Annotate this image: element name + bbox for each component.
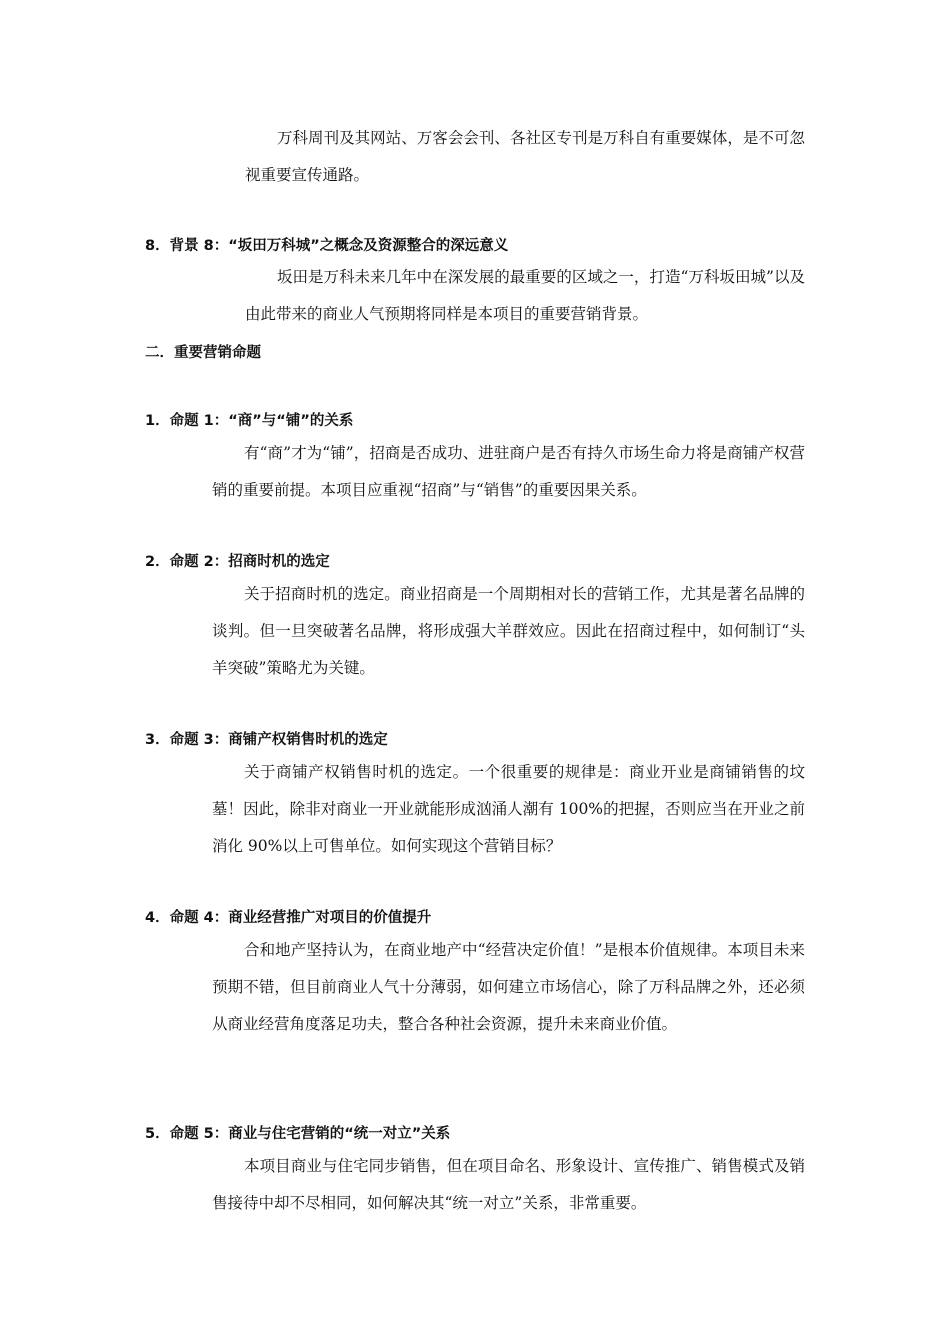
proposition-5-body: 本项目商业与住宅同步销售，但在项目命名、形象设计、宣传推广、销售模式及销售接待中却不尽相同，如何解决其“统一对立”关系，非常重要。 bbox=[212, 1157, 805, 1212]
proposition-3-body: 关于商铺产权销售时机的选定。一个很重要的规律是：商业开业是商铺销售的坟墓！因此，除非对商业一开业就能形成汹涌人潮有 100%的把握，否则应当在开业之前消化 90%以上可售单位。如何实现这个营销目标？ bbox=[212, 763, 805, 855]
intro-paragraph: 万科周刊及其网站、万客会会刊、各社区专刊是万科自有重要媒体，是不可忽视重要宣传通路。 bbox=[245, 129, 805, 184]
section-2-heading: 二．重要营销命题 bbox=[145, 345, 261, 361]
proposition-3-heading: 3．命题 3：商铺产权销售时机的选定 bbox=[145, 732, 388, 748]
proposition-5-heading: 5．命题 5：商业与住宅营销的“统一对立”关系 bbox=[145, 1126, 451, 1142]
proposition-4-body: 合和地产坚持认为，在商业地产中“经营决定价值！”是根本价值规律。本项目未来预期不错，但目前商业人气十分薄弱，如何建立市场信心，除了万科品牌之外，还必须从商业经营角度落足功夫，整合各种社会资源，提升未来商业价值。 bbox=[212, 941, 805, 1033]
proposition-2-heading: 2．命题 2：招商时机的选定 bbox=[145, 554, 330, 570]
background-8-body: 坂田是万科未来几年中在深发展的最重要的区域之一，打造“万科坂田城”以及由此带来的商业人气预期将同样是本项目的重要营销背景。 bbox=[245, 268, 805, 323]
background-8-heading: 8．背景 8：“坂田万科城”之概念及资源整合的深远意义 bbox=[145, 238, 509, 254]
proposition-4-heading: 4．命题 4：商业经营推广对项目的价值提升 bbox=[145, 910, 432, 926]
proposition-1-heading: 1．命题 1：“商”与“铺”的关系 bbox=[145, 413, 354, 429]
proposition-2-body: 关于招商时机的选定。商业招商是一个周期相对长的营销工作，尤其是著名品牌的谈判。但一旦突破著名品牌，将形成强大羊群效应。因此在招商过程中，如何制订“头羊突破”策略尤为关键。 bbox=[212, 585, 805, 677]
proposition-1-body: 有“商”才为“铺”，招商是否成功、进驻商户是否有持久市场生命力将是商铺产权营销的重要前提。本项目应重视“招商”与“销售”的重要因果关系。 bbox=[212, 444, 805, 499]
